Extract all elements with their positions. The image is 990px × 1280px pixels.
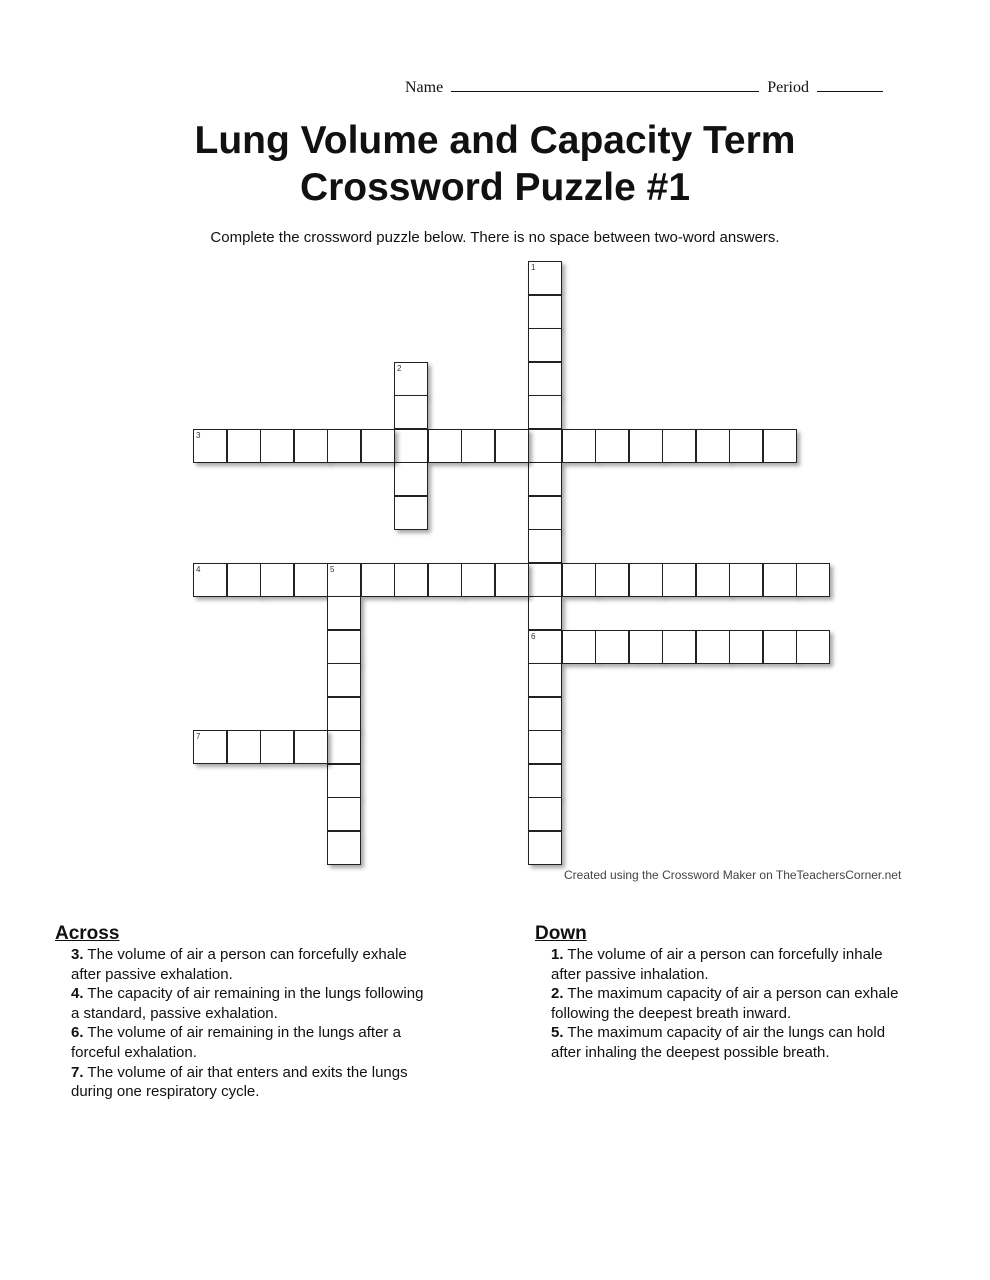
clue-text: The maximum capacity of air a person can exhale following the deepest breath inward. (551, 985, 899, 1022)
crossword-cell[interactable] (327, 697, 361, 731)
crossword-cell[interactable] (193, 730, 227, 764)
crossword-cell[interactable] (294, 563, 328, 597)
crossword-cell[interactable] (461, 429, 495, 463)
crossword-cell[interactable] (528, 295, 562, 329)
period-label: Period (767, 79, 809, 96)
crossword-cell[interactable] (528, 764, 562, 798)
down-heading: Down (535, 923, 587, 944)
title-line-1: Lung Volume and Capacity Term (194, 119, 796, 162)
crossword-cell[interactable] (528, 261, 562, 295)
crossword-cell[interactable] (528, 328, 562, 362)
crossword-cell[interactable] (796, 630, 830, 664)
title-line-2: Crossword Puzzle #1 (299, 166, 691, 209)
period-blank[interactable] (817, 78, 883, 92)
crossword-cell[interactable] (428, 563, 462, 597)
clue-number: 1. (551, 946, 564, 963)
crossword-cell[interactable] (327, 663, 361, 697)
clue-number-label: 5 (330, 565, 335, 574)
crossword-cell[interactable] (528, 496, 562, 530)
clue-across-7 (55, 1063, 435, 1102)
crossword-cell[interactable] (528, 831, 562, 865)
crossword-cell[interactable] (629, 429, 663, 463)
clue-text: The volume of air a person can forcefully inhale after passive inhalation. (551, 946, 883, 983)
crossword-cell[interactable] (294, 730, 328, 764)
crossword-cell[interactable] (528, 563, 562, 597)
clue-down-1 (535, 945, 915, 984)
clue-text: The capacity of air remaining in the lungs following a standard, passive exhalation. (71, 985, 424, 1022)
clue-number-label: 2 (397, 364, 402, 373)
crossword-cell[interactable] (562, 630, 596, 664)
crossword-cell[interactable] (696, 563, 730, 597)
crossword-cell[interactable] (495, 563, 529, 597)
crossword-cell[interactable] (327, 730, 361, 764)
crossword-cell[interactable] (763, 563, 797, 597)
crossword-cell[interactable] (528, 362, 562, 396)
crossword-cell[interactable] (528, 797, 562, 831)
clue-number-label: 4 (196, 565, 201, 574)
crossword-cell[interactable] (327, 596, 361, 630)
crossword-cell[interactable] (227, 563, 261, 597)
crossword-cell[interactable] (327, 764, 361, 798)
crossword-cell[interactable] (394, 362, 428, 396)
crossword-cell[interactable] (696, 630, 730, 664)
crossword-cell[interactable] (595, 563, 629, 597)
crossword-cell[interactable] (528, 395, 562, 429)
crossword-cell[interactable] (227, 429, 261, 463)
clue-number-label: 3 (196, 431, 201, 440)
crossword-cell[interactable] (595, 429, 629, 463)
clue-across-4 (55, 984, 435, 1023)
crossword-cell[interactable] (260, 563, 294, 597)
crossword-cell[interactable] (528, 697, 562, 731)
clue-down-5 (535, 1023, 915, 1062)
crossword-cell[interactable] (729, 429, 763, 463)
crossword-cell[interactable] (495, 429, 529, 463)
name-label: Name (405, 79, 444, 96)
crossword-cell[interactable] (528, 462, 562, 496)
crossword-cell[interactable] (394, 462, 428, 496)
instructions: Complete the crossword puzzle below. There is no space between two-word answers. (210, 229, 780, 246)
crossword-cell[interactable] (629, 630, 663, 664)
clue-number: 2. (551, 985, 564, 1003)
crossword-cell[interactable] (528, 529, 562, 563)
crossword-cell[interactable] (528, 663, 562, 697)
clue-number: 7. (71, 1063, 84, 1081)
crossword-cell[interactable] (394, 429, 428, 463)
crossword-cell[interactable] (394, 563, 428, 597)
crossword-cell[interactable] (327, 831, 361, 865)
crossword-cell[interactable] (260, 429, 294, 463)
crossword-cell[interactable] (327, 797, 361, 831)
crossword-cell[interactable] (193, 429, 227, 463)
clue-number-label: 1 (531, 263, 536, 272)
crossword-cell[interactable] (394, 496, 428, 530)
clue-text: The volume of air remaining in the lungs after a forceful exhalation. (71, 1024, 401, 1061)
crossword-cell[interactable] (193, 563, 227, 597)
clue-number: 6. (71, 1024, 84, 1042)
down-clues (535, 923, 915, 1063)
clue-number: 3. (71, 946, 84, 963)
crossword-cell[interactable] (629, 563, 663, 597)
crossword-cell[interactable] (428, 429, 462, 463)
crossword-cell[interactable] (294, 429, 328, 463)
name-period-line (405, 78, 895, 97)
clue-number: 5. (551, 1024, 564, 1042)
crossword-cell[interactable] (662, 429, 696, 463)
crossword-cell[interactable] (696, 429, 730, 463)
clue-number-label: 7 (196, 732, 201, 741)
crossword-cell[interactable] (361, 563, 395, 597)
crossword-cell[interactable] (260, 730, 294, 764)
page-title (0, 117, 990, 211)
clue-text: The volume of air that enters and exits the lungs during one respiratory cycle. (71, 1063, 408, 1101)
across-heading: Across (55, 923, 120, 944)
name-blank[interactable] (451, 78, 759, 92)
crossword-cell[interactable] (595, 630, 629, 664)
crossword-cell[interactable] (327, 563, 361, 597)
clue-across-3 (55, 945, 435, 984)
clue-across-6 (55, 1023, 435, 1062)
clue-number-label: 6 (531, 632, 536, 641)
crossword-cell[interactable] (796, 563, 830, 597)
across-clues (55, 923, 435, 1102)
crossword-cell[interactable] (763, 630, 797, 664)
clue-text: The maximum capacity of air the lungs can hold after inhaling the deepest possible breath. (551, 1024, 886, 1061)
crossword-cell[interactable] (662, 630, 696, 664)
crossword-cell[interactable] (562, 429, 596, 463)
clue-down-2 (535, 984, 915, 1023)
crossword-cell[interactable] (528, 630, 562, 664)
crossword-cell[interactable] (528, 429, 562, 463)
crossword-cell[interactable] (662, 563, 696, 597)
crossword-cell[interactable] (528, 596, 562, 630)
crossword-cell[interactable] (361, 429, 395, 463)
crossword-cell[interactable] (227, 730, 261, 764)
crossword-cell[interactable] (562, 563, 596, 597)
clue-number: 4. (71, 985, 84, 1003)
crossword-cell[interactable] (763, 429, 797, 463)
credit-text: Created using the Crossword Maker on TheTeachersCorner.net (564, 868, 902, 882)
crossword-cell[interactable] (327, 630, 361, 664)
crossword-cell[interactable] (528, 730, 562, 764)
crossword-cell[interactable] (327, 429, 361, 463)
clue-text: The volume of air a person can forcefully exhale after passive exhalation. (71, 946, 407, 983)
crossword-cell[interactable] (461, 563, 495, 597)
crossword-cell[interactable] (394, 395, 428, 429)
crossword-cell[interactable] (729, 630, 763, 664)
crossword-cell[interactable] (729, 563, 763, 597)
